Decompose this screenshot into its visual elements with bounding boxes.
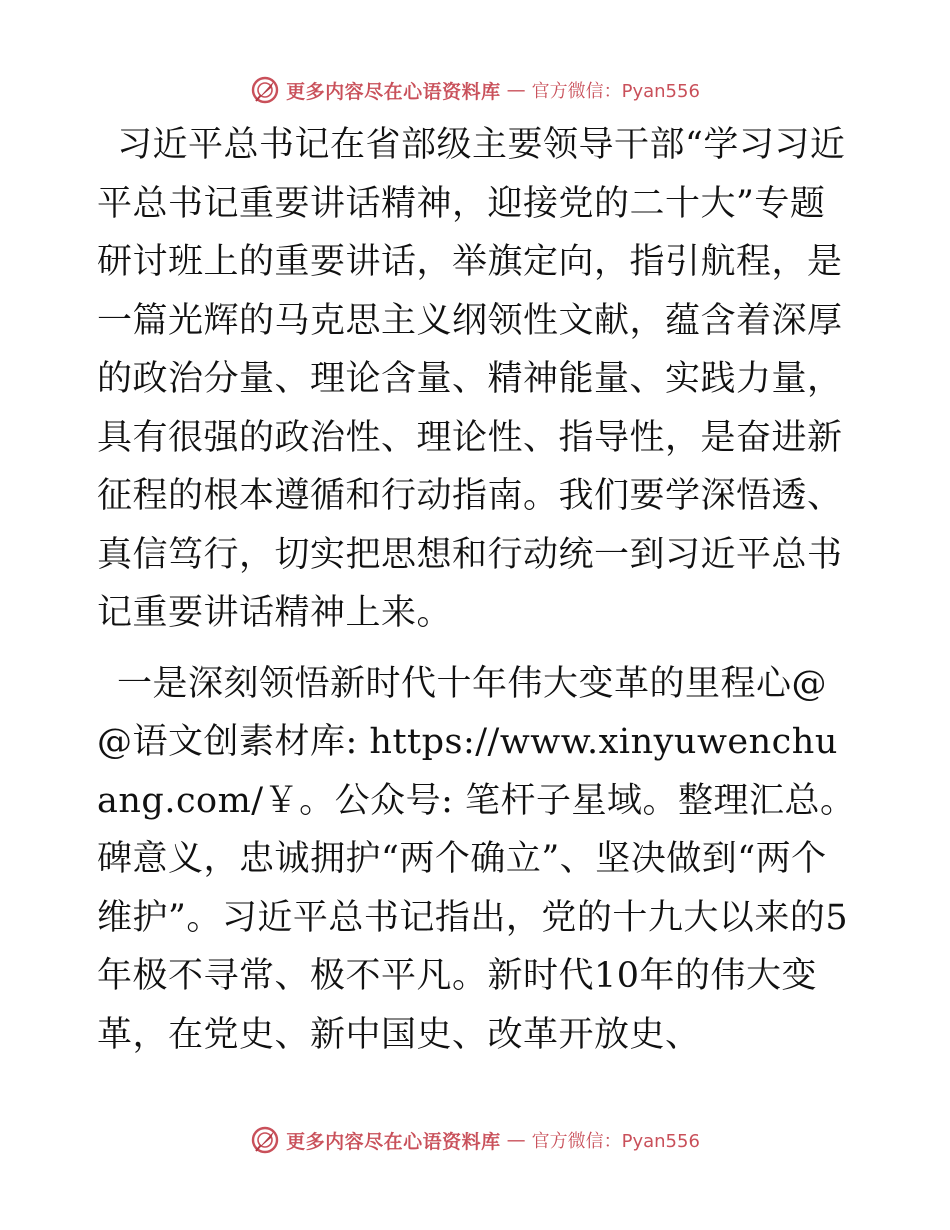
footer-separator: — bbox=[506, 1129, 526, 1151]
paragraph-intro: 习近平总书记在省部级主要领导干部“学习习近平总书记重要讲话精神，迎接党的二十大”专题研讨班上的重要讲话，举旗定向，指引航程，是一篇光辉的马克思主义纲领性文献，蕴含着深厚的政治分量、理论含量、精神能量、实践力量，具有很强的政治性、理论性、指导性，是奋进新征程的根本遵循和行动指南。我们要学深悟透、真信笃行，切实把思想和行动统一到习近平总书记重要讲话精神上来。 bbox=[97, 125, 846, 633]
header-separator: — bbox=[506, 79, 526, 101]
quill-seal-icon bbox=[250, 1125, 280, 1155]
header-wechat-text: 官方微信：Pyan556 bbox=[531, 81, 700, 102]
header-watermark bbox=[0, 70, 950, 110]
document-body bbox=[97, 116, 857, 1064]
footer-wechat-text: 官方微信：Pyan556 bbox=[531, 1131, 700, 1152]
quill-seal-icon bbox=[250, 75, 280, 105]
footer-watermark bbox=[0, 1120, 950, 1160]
header-brand-text: 更多内容尽在心语资料库 bbox=[286, 80, 501, 103]
footer-brand-text: 更多内容尽在心语资料库 bbox=[286, 1130, 501, 1153]
paragraph-point-one: 一是深刻领悟新时代十年伟大变革的里程心@@语文创素材库: https://www.xinyuwenchuang.com/￥。公众号: 笔杆子星域。整理汇总。碑意义，忠诚拥护“两个确立”、坚决做到“两个维护”。习近平总书记指出，党的十九大以来的5年极不寻常、极不平凡。新时代10年的伟大变革，在党史、新中国史、改革开放史、 bbox=[97, 663, 856, 1055]
